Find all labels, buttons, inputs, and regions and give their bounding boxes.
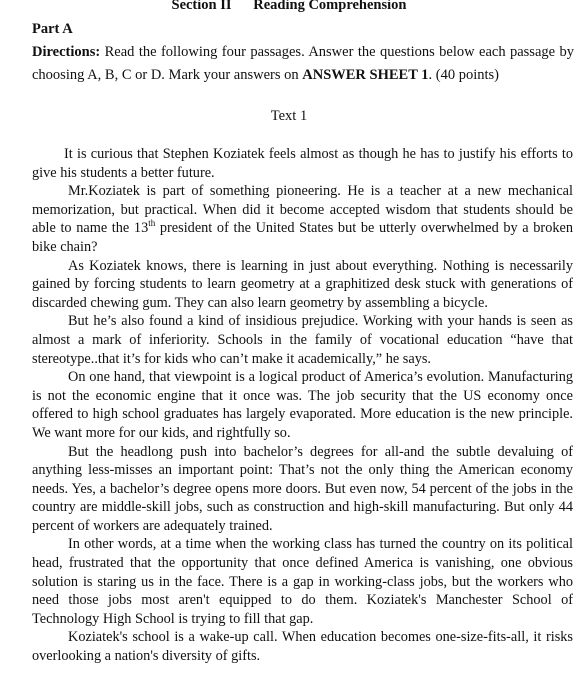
paragraph: It is curious that Stephen Koziatek feels almost as though he has to justify his efforts to give his students a better future. <box>32 146 573 181</box>
paragraph <box>32 182 573 256</box>
directions-points: . (40 points) <box>428 67 499 83</box>
directions-text: Read the following four passages. Answer the questions below each passage by choosing A, B, C or D. Mark your answers on <box>32 44 574 83</box>
paragraph: Koziatek's school is a wake-up call. When education becomes one-size-fits-all, it risks overlooking a nation's diversity of gifts. <box>32 629 573 665</box>
directions-label: Directions: <box>32 44 101 60</box>
paragraph: On one hand, that viewpoint is a logical product of America’s evolution. Manufacturing is not the economic engine that it once was. The job security that the US economy once offered to high school graduates has largely evaporated. More education is the new principle. We want more for our kids, and rightfully so. <box>32 369 573 441</box>
answer-sheet-label: ANSWER SHEET 1 <box>302 67 429 83</box>
directions <box>32 41 574 87</box>
paragraph-text: president of the United States but be utterly overwhelmed by a broken bike chain? <box>32 220 573 255</box>
paragraph: But he’s also found a kind of insidious prejudice. Working with your hands is seen as almost a mark of inferiority. Schools in the family of vocational education “have that stereotype..that it’s for kids who can’t make it academically,” he says. <box>32 313 573 367</box>
paragraph: In other words, at a time when the working class has turned the country on its political head, frustrated that the opportunity that once defined America is vanishing, one obvious solution is staring us in the face. There is a gap in working-class jobs, but the workers who need those jobs most aren't equipped to do them. Koziatek's Manchester School of Technology High School is trying to fill that gap. <box>32 536 573 627</box>
paragraph: As Koziatek knows, there is learning in just about everything. Nothing is necessarily gained by forcing students to learn geometry at a graphitized desk stuck with generations of discarded chewing gum. They can also learn geometry by assembling a bicycle. <box>32 257 573 311</box>
section-title: Section II Reading Comprehension <box>171 0 407 13</box>
paragraph: But the headlong push into bachelor’s degrees for all-and the subtle devaluing of anything less-misses an important point: That’s not the only thing the American economy needs. Yes, a bachelor’s degree opens more doors. But even now, 54 percent of the jobs in the country are middle-skill jobs, such as construction and high-skill manufacturing. But only 44 percent of workers are adequately trained. <box>32 443 573 534</box>
text-title: Text 1 <box>270 108 308 124</box>
passage <box>32 145 573 666</box>
part-heading: Part A <box>32 21 73 37</box>
paragraph-text: Mr.Koziatek is part of something pioneering. He is a teacher at a new mechanical memorization, but practical. When did it become accepted wisdom that students should be able to name the 13 <box>32 183 573 237</box>
ordinal-suffix: th <box>148 218 156 229</box>
